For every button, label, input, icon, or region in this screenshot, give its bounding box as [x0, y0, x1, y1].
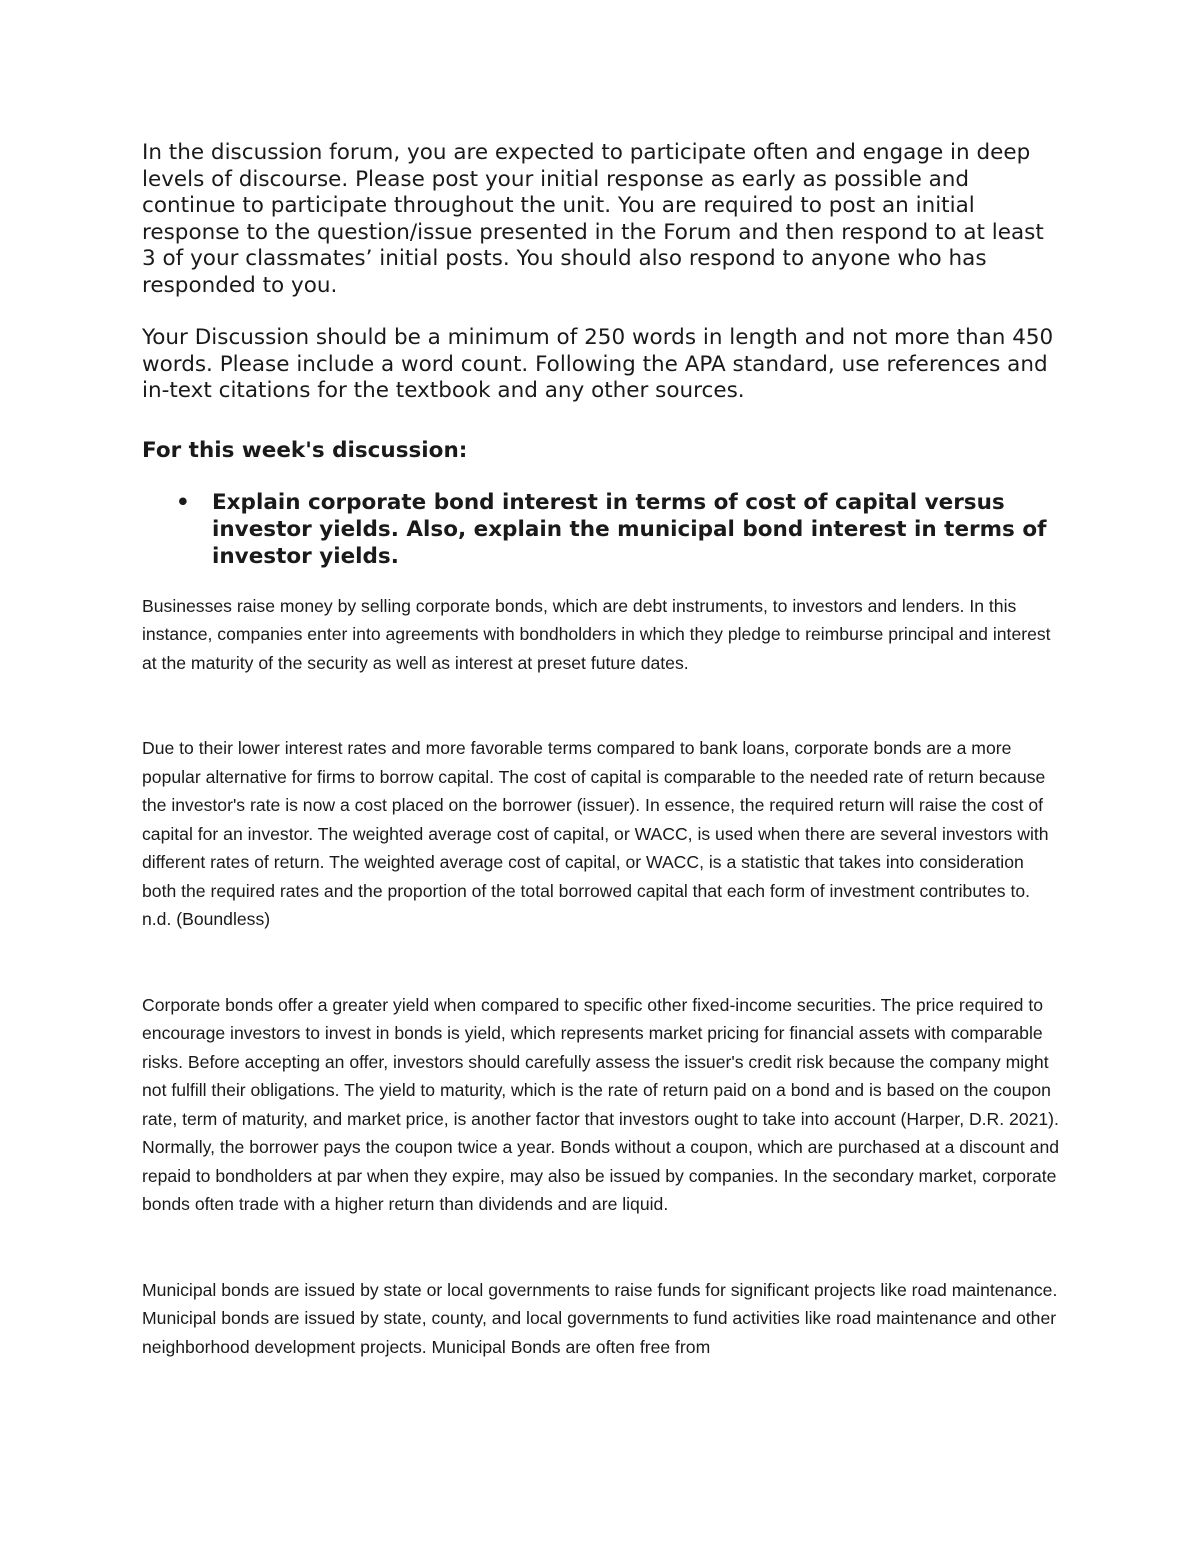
instructions-paragraph: In the discussion forum, you are expected to participate often and engage in deep levels of discourse. Please post your initial response as early as possible and continue to participate throughout the unit. You are required to post an initial response to the question/issue presented in the Forum and then respond to at least 3 of your classmates’ initial posts. You should also respond to anyone who has responded to you.: [142, 140, 1044, 298]
discussion-prompt-text: Explain corporate bond interest in terms of cost of capital versus investor yields. Also, explain the municipal bond interest in terms of investor yields.: [212, 489, 1047, 569]
discussion-prompt-list: [142, 489, 1062, 570]
discussion-prompt-item: [142, 489, 1062, 570]
document-body: [142, 140, 1062, 1361]
word-count-requirements-paragraph: Your Discussion should be a minimum of 250 words in length and not more than 450 words. Please include a word count. Following the APA standard, use references and in-text citations for the textbook and any other sources.: [142, 325, 1054, 403]
answer-paragraph-cost-of-capital: Due to their lower interest rates and more favorable terms compared to bank loans, corporate bonds are a more popular alternative for firms to borrow capital. The cost of capital is comparable to the needed rate of return because the investor's rate is now a cost placed on the borrower (issuer). In essence, the required return will raise the cost of capital for an investor. The weighted average cost of capital, or WACC, is used when there are several investors with different rates of return. The weighted average cost of capital, or WACC, is a statistic that takes into consideration both the required rates and the proportion of the total borrowed capital that each form of investment contributes to. n.d. (Boundless): [142, 738, 1049, 929]
answer-paragraph-corporate-bonds: Businesses raise money by selling corporate bonds, which are debt instruments, to investors and lenders. In this instance, companies enter into agreements with bondholders in which they pledge to reimburse principal and interest at the maturity of the security as well as interest at preset future dates.: [142, 595, 1051, 673]
answer-paragraph-municipal-bonds: Municipal bonds are issued by state or local governments to raise funds for significant projects like road maintenance. Municipal bonds are issued by state, county, and local governments to fund activities like road maintenance and other neighborhood development projects. Municipal Bonds are often free from: [142, 1279, 1058, 1357]
discussion-heading: For this week's discussion:: [142, 437, 468, 463]
answer-paragraph-investor-yields: Corporate bonds offer a greater yield when compared to specific other fixed-income securities. The price required to encourage investors to invest in bonds is yield, which represents market pricing for financial assets with comparable risks. Before accepting an offer, investors should carefully assess the issuer's credit risk because the company might not fulfill their obligations. The yield to maturity, which is the rate of return paid on a bond and is based on the coupon rate, term of maturity, and market price, is another factor that investors ought to take into account (Harper, D.R. 2021). Normally, the borrower pays the coupon twice a year. Bonds without a coupon, which are purchased at a discount and repaid to bondholders at par when they expire, may also be issued by companies. In the secondary market, corporate bonds often trade with a higher return than dividends and are liquid.: [142, 994, 1060, 1214]
bullet-icon: •: [176, 489, 190, 515]
